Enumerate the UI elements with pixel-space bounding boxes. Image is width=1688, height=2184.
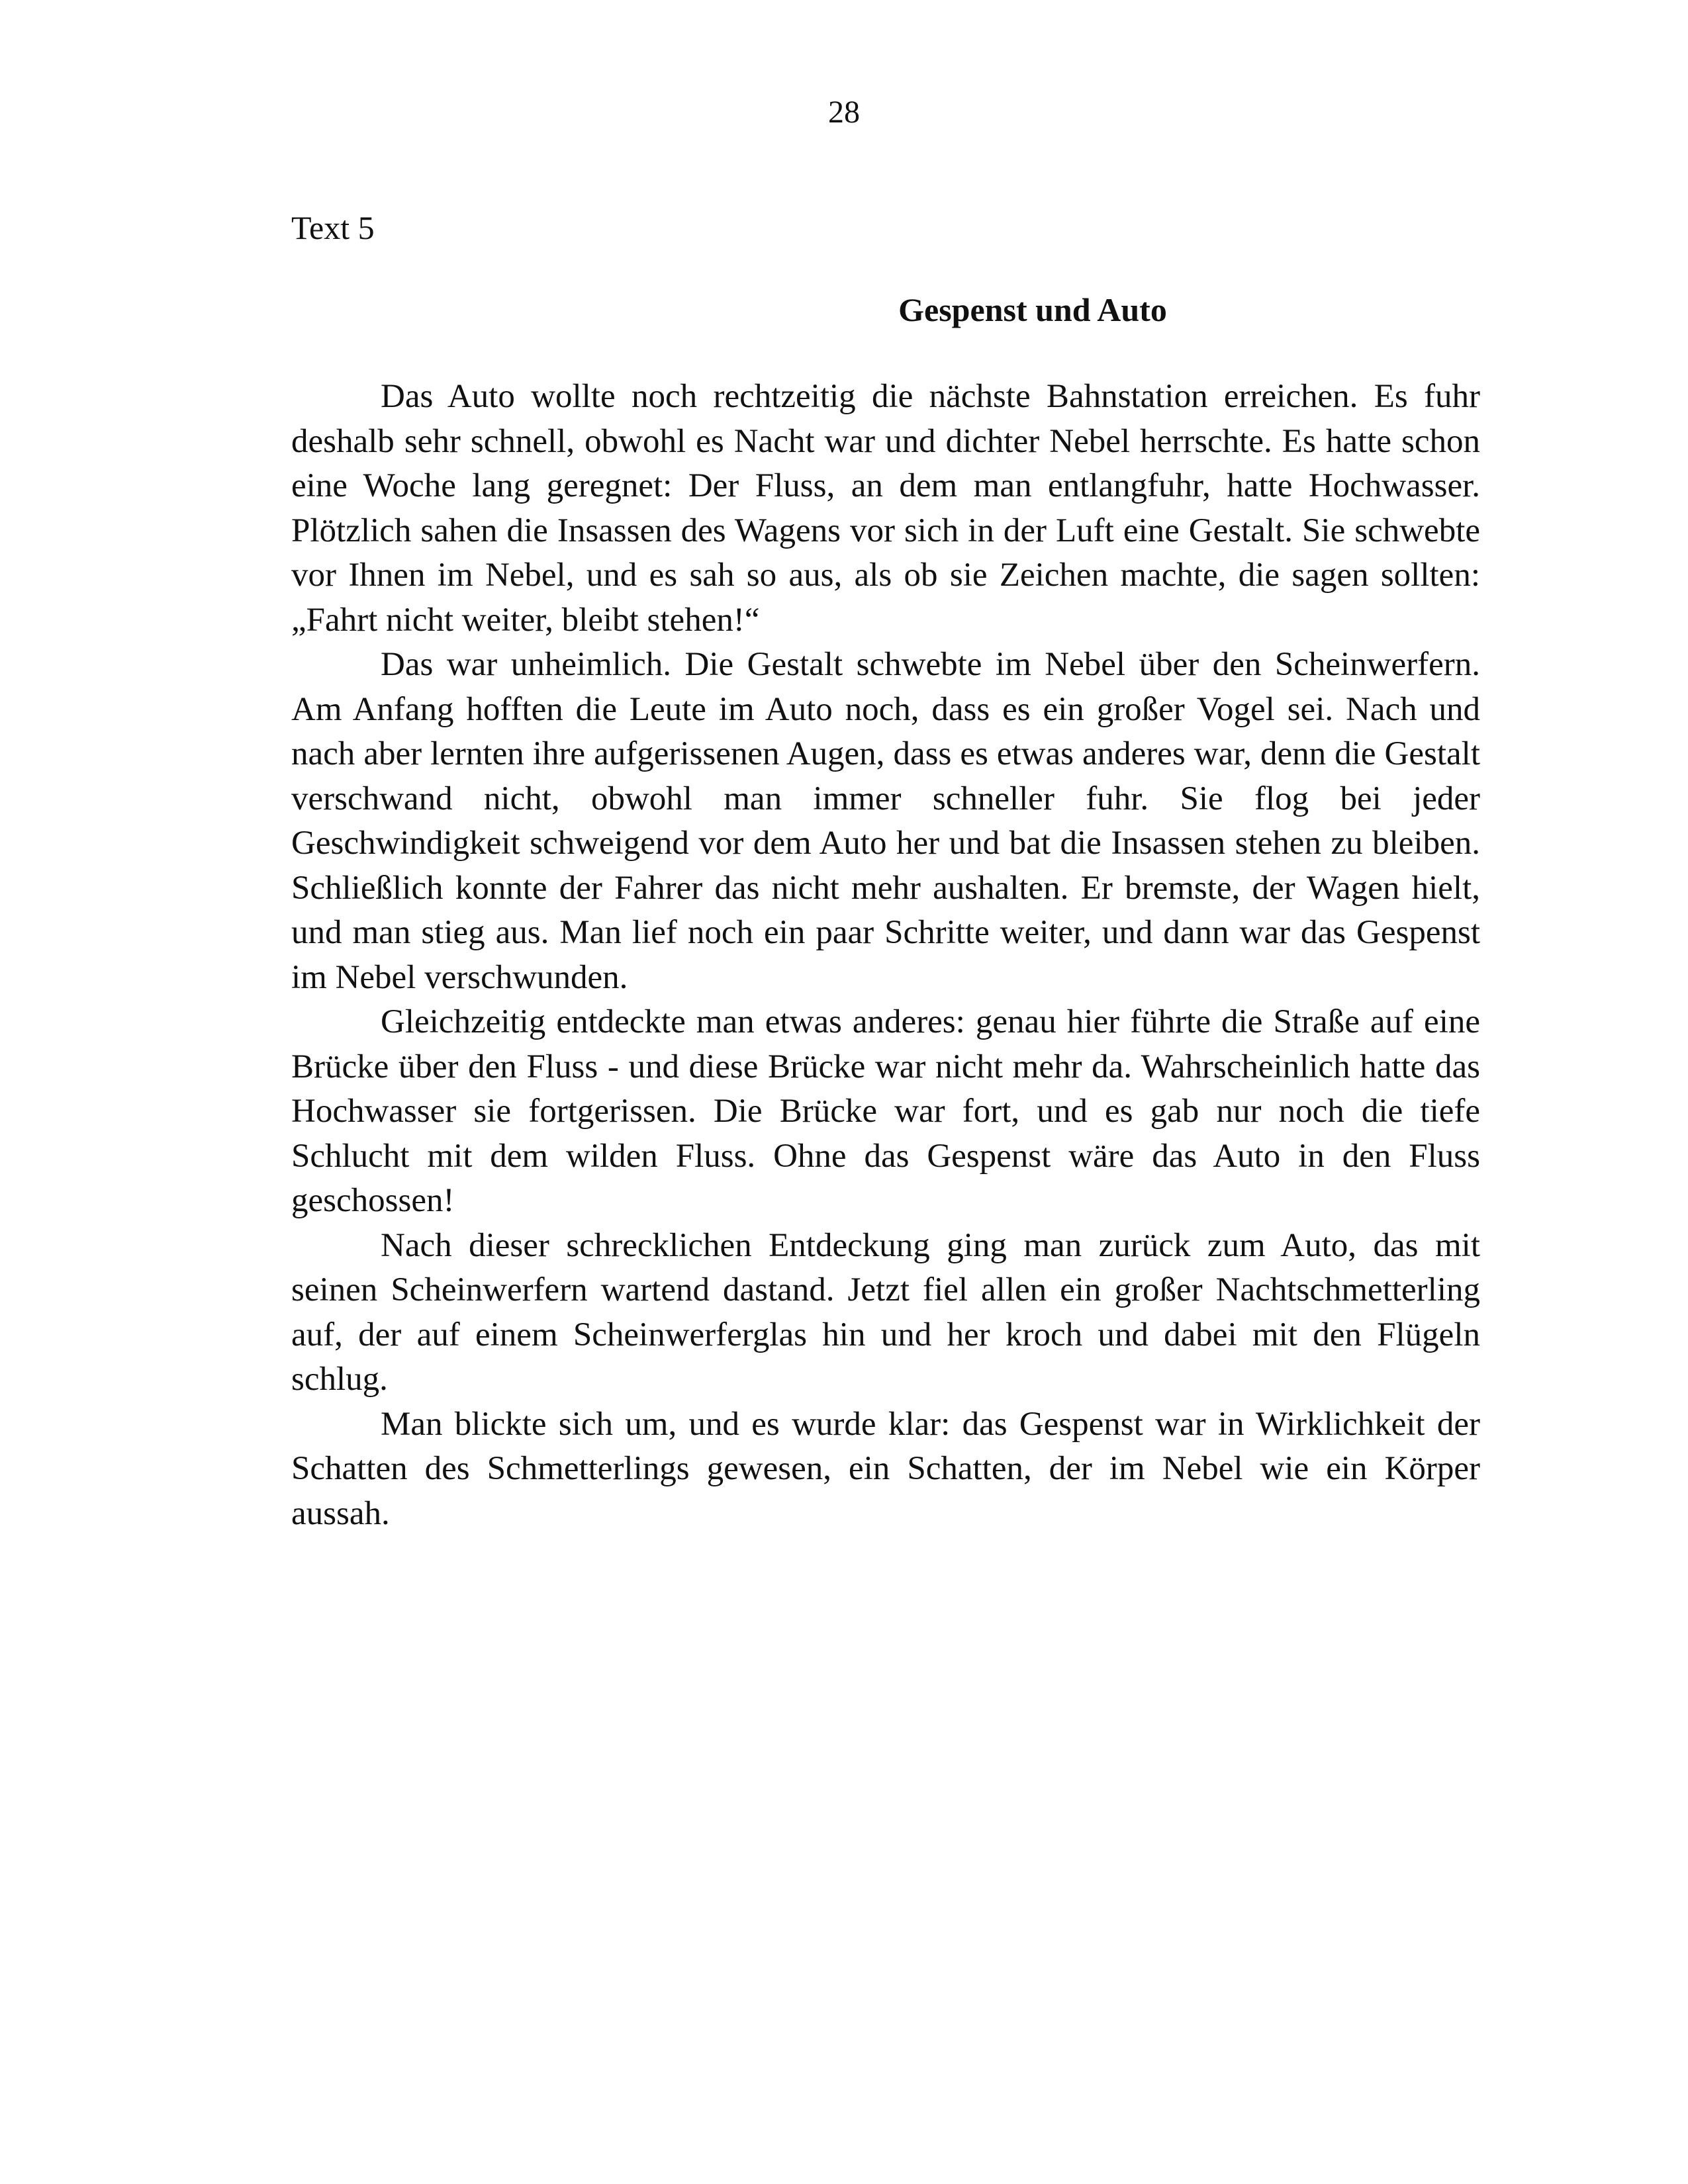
paragraph-1: Das Auto wollte noch rechtzeitig die nächste Bahnstation erreichen. Es fuhr deshalb sehr schnell, obwohl es Nacht war und dichter Nebel herrschte. Es hatte schon eine Woche lang geregnet: Der Fluss, an dem man entlangfuhr, hatte Hochwasser. Plötzlich sahen die Insassen des Wagens vor sich in der Luft eine Gestalt. Sie schwebte vor Ihnen im Nebel, und es sah so aus, als ob sie Zeichen machte, die sagen sollten: „Fahrt nicht weiter, bleibt stehen!“: [291, 378, 1480, 639]
story-body: [291, 375, 1480, 1536]
paragraph-5: Man blickte sich um, und es wurde klar: das Gespenst war in Wirklichkeit der Schatten des Schmetterlings gewesen, ein Schatten, der im Nebel wie ein Körper aussah.: [291, 1405, 1480, 1532]
paragraph-3: Gleichzeitig entdeckte man etwas anderes: genau hier führte die Straße auf eine Brücke über den Fluss - und diese Brücke war nicht mehr da. Wahrscheinlich hatte das Hochwasser sie fortgerissen. Die Brücke war fort, und es gab nur noch die tiefe Schlucht mit dem wilden Fluss. Ohne das Gespenst wäre das Auto in den Fluss geschossen!: [291, 1003, 1480, 1219]
text-label: Text 5: [291, 209, 375, 246]
story-title: Gespenst und Auto: [898, 291, 1167, 328]
page-number: 28: [828, 95, 860, 130]
paragraph-2: Das war unheimlich. Die Gestalt schwebte im Nebel über den Scheinwerfern. Am Anfang hofften die Leute im Auto noch, dass es ein großer Vogel sei. Nach und nach aber lernten ihre aufgerissenen Augen, dass es etwas anderes war, denn die Gestalt verschwand nicht, obwohl man immer schneller fuhr. Sie flog bei jeder Geschwindigkeit schweigend vor dem Auto her und bat die Insassen stehen zu bleiben. Schließlich konnte der Fahrer das nicht mehr aushalten. Er bremste, der Wagen hielt, und man stieg aus. Man lief noch ein paar Schritte weiter, und dann war das Gespenst im Nebel verschwunden.: [291, 646, 1480, 996]
paragraph-4: Nach dieser schrecklichen Entdeckung ging man zurück zum Auto, das mit seinen Scheinwerfern wartend dastand. Jetzt fiel allen ein großer Nachtschmetterling auf, der auf einem Scheinwerferglas hin und her kroch und dabei mit den Flügeln schlug.: [291, 1226, 1480, 1398]
